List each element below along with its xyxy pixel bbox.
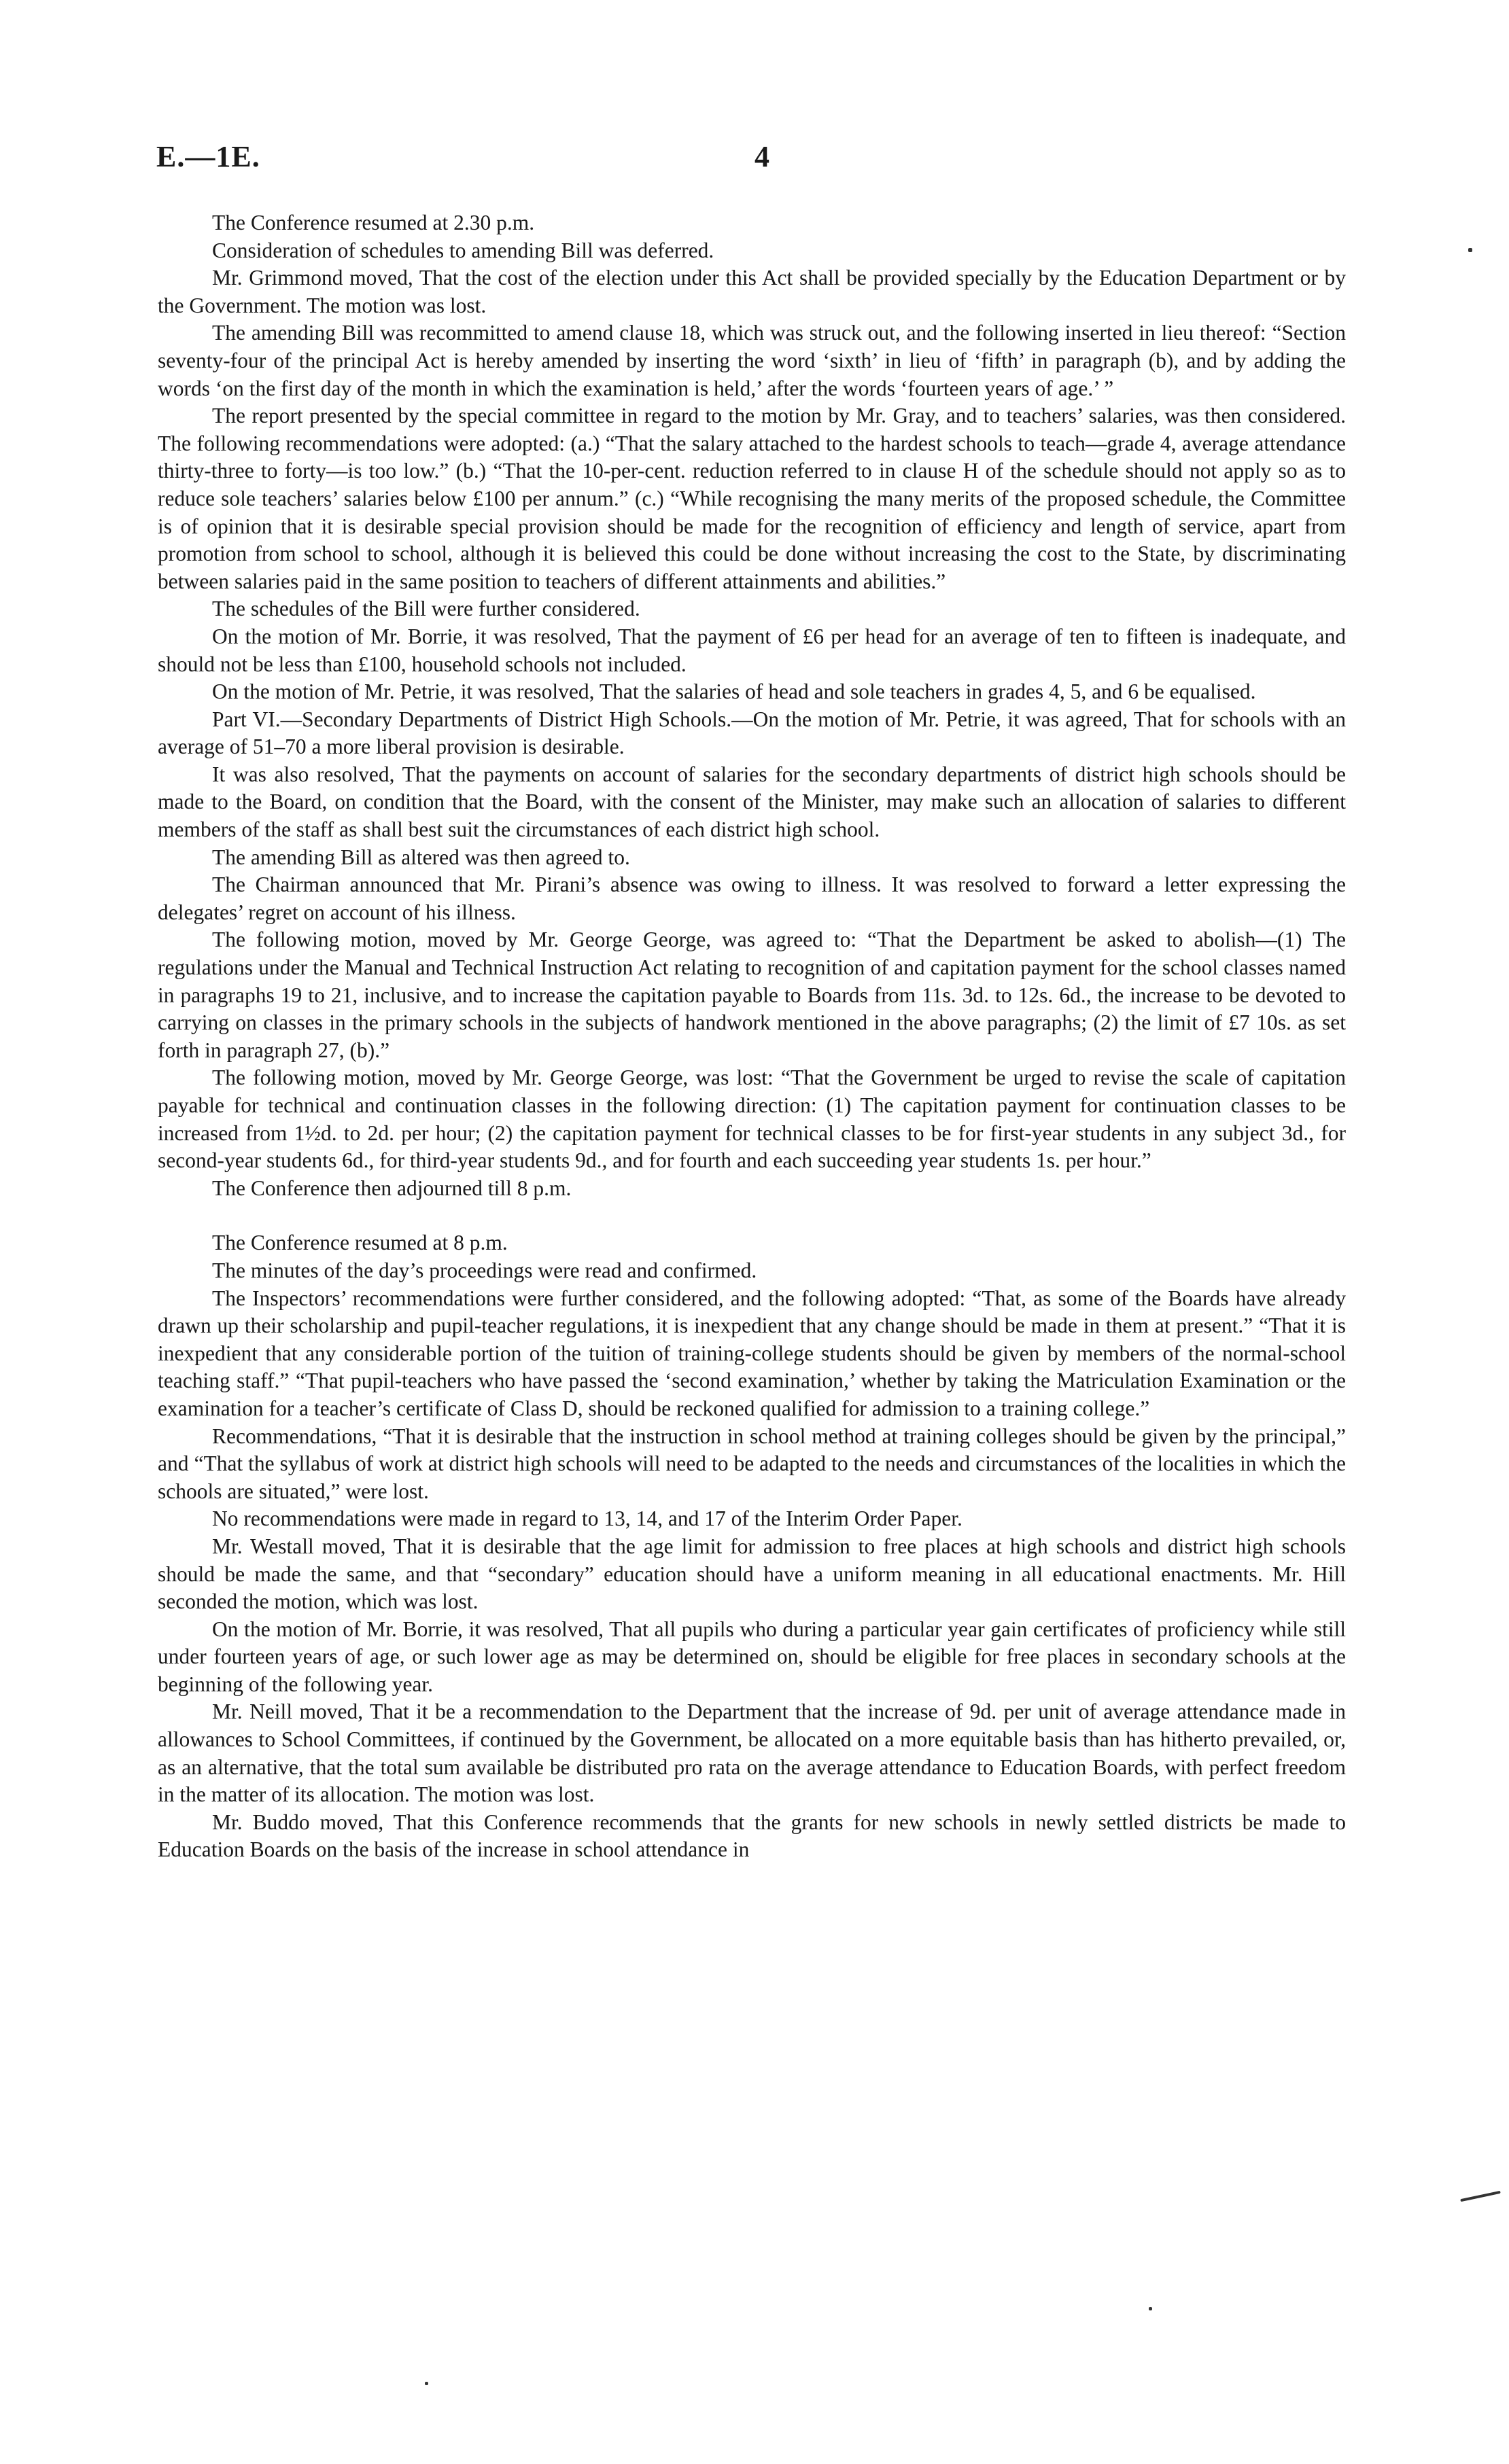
paragraph: The Chairman announced that Mr. Pirani’s absence was owing to illness. It was resolved to forward a letter expressing the delegates’ regret on account of his illness. xyxy=(158,873,1346,924)
paragraph: Part VI.—Secondary Departments of District High Schools.—On the motion of Mr. Petrie, it was agreed, That for schools with an average of 51–70 a more liberal provision is desirable. xyxy=(158,707,1346,759)
paragraph: The following motion, moved by Mr. George George, was lost: “That the Government be urged to revise the scale of capitation payable for technical and continuation classes in the following direction: (1) The capitation payment for continuation classes to be increased from 1½d. to 2d. per hour; (2) the capitation payment for technical classes to be for first-year students in any subject 3d., for second-year students 6d., for third-year students 9d., and for fourth and each succeeding year students 1s. per hour.” xyxy=(158,1066,1346,1173)
scan-speck xyxy=(1149,2307,1152,2310)
paragraph: Mr. Buddo moved, That this Conference recommends that the grants for new schools in newly settled districts be made to Education Boards on the basis of the increase in school attendance in xyxy=(158,1810,1346,1862)
paragraph: The following motion, moved by Mr. George George, was agreed to: “That the Department be asked to abolish—(1) The regulations under the Manual and Technical Instruction Act relating to recognition of and capitation payment for the school classes named in paragraphs 19 to 21, inclusive, and to increase the capitation payable to Boards from 11s. 3d. to 12s. 6d., the increase to be devoted to carrying on classes in the primary schools in the subjects of handwork mentioned in the above paragraphs; (2) the limit of £7 10s. as set forth in paragraph 27, (b).” xyxy=(158,928,1346,1062)
paragraph: No recommendations were made in regard to 13, 14, and 17 of the Interim Order Paper. xyxy=(212,1507,962,1531)
paragraph: Mr. Westall moved, That it is desirable that the age limit for admission to free places at high schools and district high schools should be made the same, and that “secondary” education should have a uniform meaning in all educational enactments. Mr. Hill seconded the motion, which was lost. xyxy=(158,1534,1346,1614)
paragraph: Mr. Neill moved, That it be a recommendation to the Department that the increase of 9d. per unit of average attendance made in allowances to School Committees, if continued by the Government, be allocated on a more equitable basis than has hitherto prevailed, or, as an alternative, that the total sum available be distributed pro rata on the average attendance to Education Boards, with perfect freedom in the matter of its allocation. The motion was lost. xyxy=(158,1700,1346,1807)
paragraph: It was also resolved, That the payments on account of salaries for the secondary departments of district high schools should be made to the Board, on condition that the Board, with the consent of the Minister, may make such an allocation of salaries to different members of the staff as shall best suit the circumstances of each district high school. xyxy=(158,762,1346,842)
paragraph: Mr. Grimmond moved, That the cost of the election under this Act shall be provided specially by the Education Department or by the Government. The motion was lost. xyxy=(158,266,1346,317)
scan-speck xyxy=(425,2382,428,2385)
paragraph: The Inspectors’ recommendations were further considered, and the following adopted: “That, as some of the Boards have already drawn up their scholarship and pupil-teacher regulations, it is inexpedient that any change should be made in them at present.” “That it is inexpedient that any considerable portion of the tuition of training-college students should be given by members of the normal-school teaching staff.” “That pupil-teachers who have passed the ‘second examination,’ whether by taking the Matriculation Examination or the examination for a teacher’s certificate of Class D, should be reckoned qualified for admission to a training college.” xyxy=(158,1286,1346,1420)
paragraph: The Conference then adjourned till 8 p.m. xyxy=(212,1176,572,1200)
paragraph: Consideration of schedules to amending Bill was deferred. xyxy=(212,238,714,262)
paragraph: On the motion of Mr. Petrie, it was resolved, That the salaries of head and sole teachers in grades 4, 5, and 6 be equalised. xyxy=(212,680,1256,704)
document-body xyxy=(158,209,1346,1864)
paragraph: Recommendations, “That it is desirable that the instruction in school method at training colleges should be given by the principal,” and “That the syllabus of work at district high schools will need to be adapted to the needs and circumstances of the localities in which the schools are situated,” were lost. xyxy=(158,1424,1346,1503)
paragraph: On the motion of Mr. Borrie, it was resolved, That all pupils who during a particular year gain certificates of proficiency while still under fourteen years of age, or such lower age as may be determined on, should be eligible for free places in secondary schools at the beginning of the following year. xyxy=(158,1617,1346,1696)
paragraph: The minutes of the day’s proceedings were read and confirmed. xyxy=(212,1258,757,1282)
document-reference: E.—1E. xyxy=(156,140,260,173)
paragraph: The report presented by the special committee in regard to the motion by Mr. Gray, and to teachers’ salaries, was then considered. The following recommendations were adopted: (a.) “That the salary attached to the hardest schools to teach—grade 4, average attendance thirty-three to forty—is too low.” (b.) “That the 10-per-cent. reduction referred to in clause H of the schedule should not apply so as to reduce sole teachers’ salaries below £100 per annum.” (c.) “While recognising the many merits of the proposed schedule, the Committee is of opinion that it is desirable special provision should be made for the recognition of efficiency and length of service, apart from promotion from school to school, although it is believed this could be done without increasing the cost to the State, by discriminating between salaries paid in the same position to teachers of different attainments and abilities.” xyxy=(158,404,1346,593)
paragraph: The amending Bill was recommitted to amend clause 18, which was struck out, and the following inserted in lieu thereof: “Section seventy-four of the principal Act is hereby amended by inserting the word ‘sixth’ in lieu of ‘fifth’ in paragraph (b), and by adding the words ‘on the first day of the month in which the examination is held,’ after the words ‘fourteen years of age.’ ” xyxy=(158,321,1346,400)
scan-speck xyxy=(1468,248,1472,252)
page-number: 4 xyxy=(755,140,769,173)
paragraph: The Conference resumed at 8 p.m. xyxy=(212,1231,508,1255)
paragraph: The amending Bill as altered was then agreed to. xyxy=(212,845,630,869)
paragraph: The Conference resumed at 2.30 p.m. xyxy=(212,211,535,234)
paragraph: The schedules of the Bill were further considered. xyxy=(212,597,640,621)
page-header xyxy=(156,139,1353,180)
section-gap xyxy=(158,1202,1346,1229)
paragraph: On the motion of Mr. Borrie, it was resolved, That the payment of £6 per head for an average of ten to fifteen is inadequate, and should not be less than £100, household schools not included. xyxy=(158,624,1346,676)
scan-mark xyxy=(1460,2191,1501,2202)
